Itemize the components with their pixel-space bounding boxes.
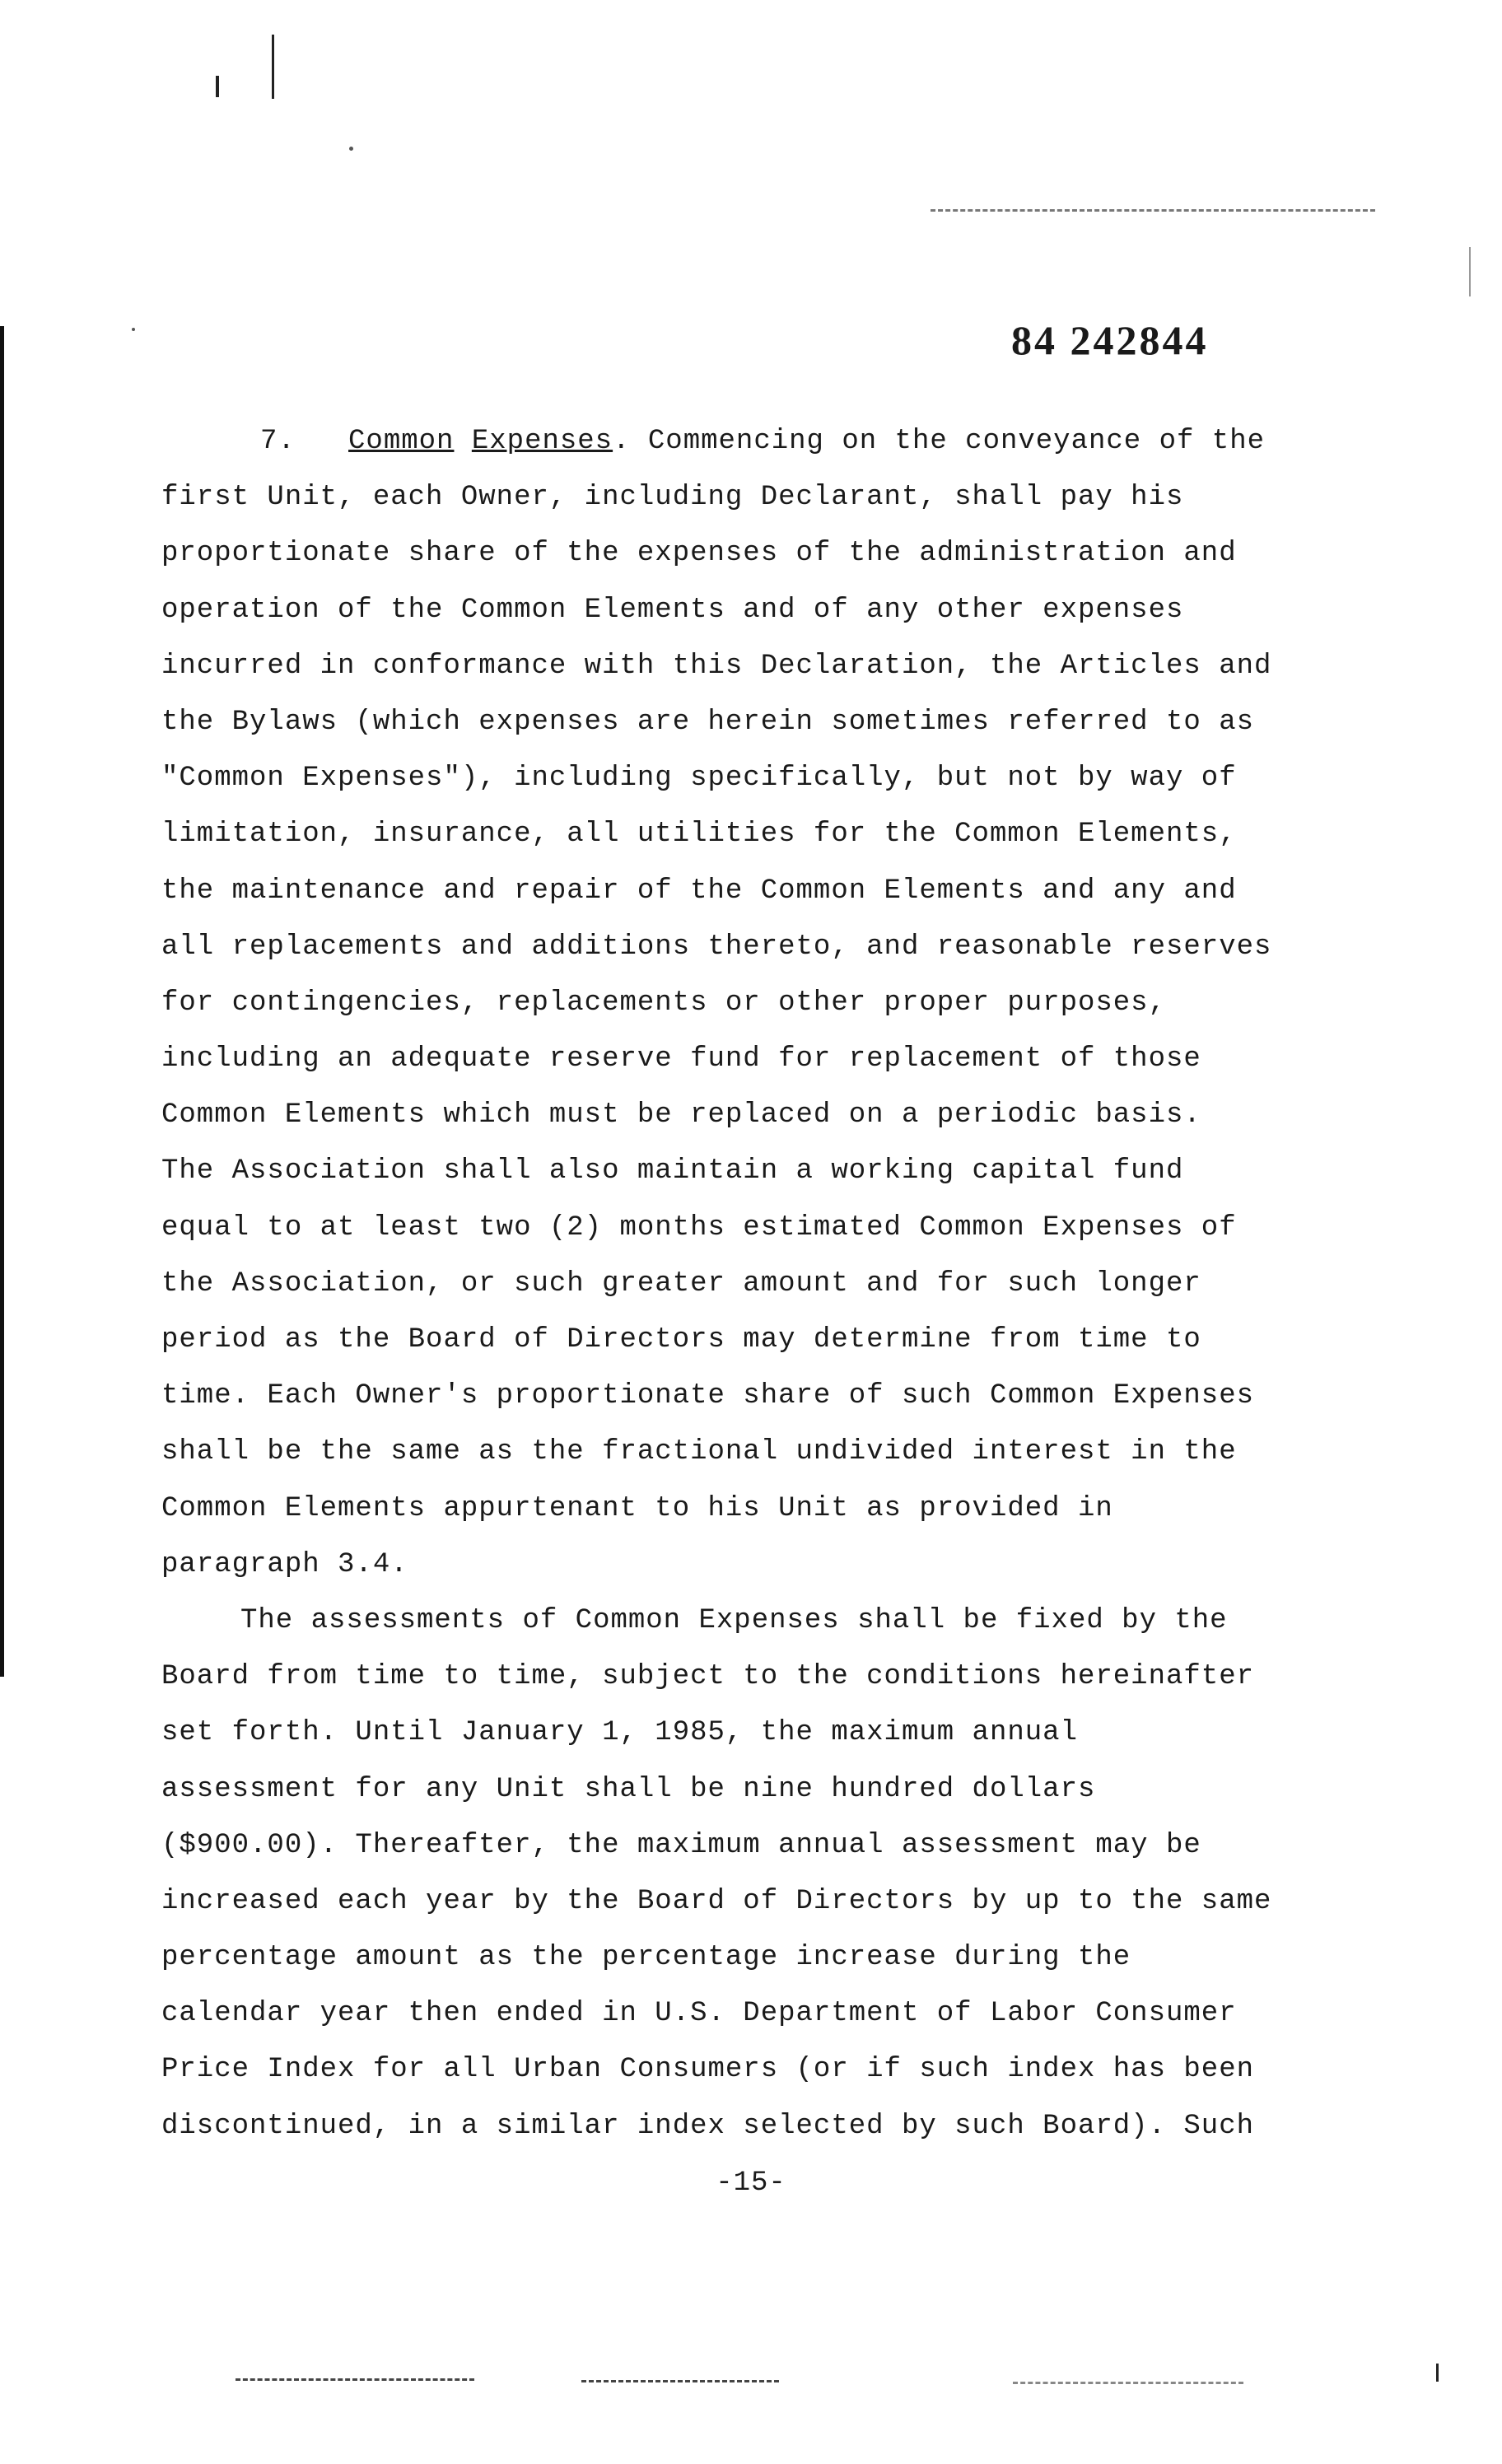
text-line: ($900.00). Thereafter, the maximum annual assessment may be bbox=[161, 1829, 1201, 1861]
scan-mark-left-edge bbox=[0, 326, 4, 1677]
text-line: proportionate share of the expenses of the administration and bbox=[161, 538, 1237, 570]
text-line: including an adequate reserve fund for replacement of those bbox=[161, 1043, 1201, 1076]
scan-mark-top-vertical bbox=[272, 35, 274, 99]
scan-mark-right-bottom bbox=[1436, 2364, 1439, 2382]
recording-number: 84 242844 bbox=[1011, 317, 1209, 363]
text-line: set forth. Until January 1, 1985, the maximum annual bbox=[161, 1717, 1078, 1749]
scan-mark-top-left bbox=[216, 76, 219, 97]
text-line: shall be the same as the fractional undivided interest in the bbox=[161, 1436, 1237, 1468]
scan-dashes-bottom-right bbox=[1013, 2382, 1243, 2384]
section-heading-word-2: Expenses bbox=[471, 426, 613, 457]
text-line: paragraph 3.4. bbox=[161, 1548, 408, 1580]
text-line: limitation, insurance, all utilities for the Common Elements, bbox=[161, 819, 1237, 851]
text-line: equal to at least two (2) months estimated Common Expenses of bbox=[161, 1211, 1237, 1244]
paragraph-2-first-line: The assessments of Common Expenses shall be fixed by the bbox=[240, 1604, 1228, 1636]
text-line: for contingencies, replacements or other proper purposes, bbox=[161, 987, 1166, 1019]
section-number: 7. bbox=[260, 426, 296, 457]
scan-dashes-bottom-mid bbox=[581, 2380, 779, 2382]
section-first-line bbox=[161, 413, 1281, 469]
text-line: percentage amount as the percentage increase during the bbox=[161, 1942, 1131, 1974]
text-line: "Common Expenses"), including specifically, but not by way of bbox=[161, 763, 1237, 795]
page-number: -15- bbox=[716, 2168, 786, 2199]
text-line: Board from time to time, subject to the conditions hereinafter bbox=[161, 1661, 1255, 1693]
scan-dashes-bottom-left bbox=[236, 2378, 474, 2381]
scan-mark-right-edge bbox=[1469, 247, 1471, 296]
text-line: first Unit, each Owner, including Declarant, shall pay his bbox=[161, 482, 1184, 514]
text-line: Common Elements appurtenant to his Unit as provided in bbox=[161, 1492, 1113, 1524]
text-line: the Bylaws (which expenses are herein sometimes referred to as bbox=[161, 706, 1255, 738]
text-line: the maintenance and repair of the Common Elements and any and bbox=[161, 875, 1237, 907]
text-line: assessment for any Unit shall be nine hundred dollars bbox=[161, 1773, 1096, 1805]
scan-dashes-top bbox=[931, 209, 1375, 212]
text-line: increased each year by the Board of Directors by up to the same bbox=[161, 1885, 1272, 1917]
text-line: operation of the Common Elements and of any other expenses bbox=[161, 594, 1184, 626]
section-first-line-text: . Commencing on the conveyance of the bbox=[613, 426, 1266, 457]
text-line: period as the Board of Directors may determine from time to bbox=[161, 1324, 1201, 1356]
text-line: Price Index for all Urban Consumers (or if such index has been bbox=[161, 2054, 1255, 2086]
document-body bbox=[161, 413, 1281, 2154]
scan-speck bbox=[132, 328, 135, 331]
text-line: incurred in conformance with this Declaration, the Articles and bbox=[161, 650, 1272, 682]
text-line: discontinued, in a similar index selected by such Board). Such bbox=[161, 2110, 1255, 2142]
text-line: all replacements and additions thereto, and reasonable reserves bbox=[161, 931, 1272, 963]
section-heading-word-1: Common bbox=[348, 426, 455, 457]
text-line: Common Elements which must be replaced on a periodic basis. bbox=[161, 1099, 1201, 1132]
text-line: The Association shall also maintain a working capital fund bbox=[161, 1155, 1184, 1188]
text-line: time. Each Owner's proportionate share of such Common Expenses bbox=[161, 1380, 1255, 1412]
scan-speck bbox=[349, 147, 353, 151]
text-line: the Association, or such greater amount and for such longer bbox=[161, 1267, 1201, 1300]
text-line: calendar year then ended in U.S. Department of Labor Consumer bbox=[161, 1998, 1237, 2030]
